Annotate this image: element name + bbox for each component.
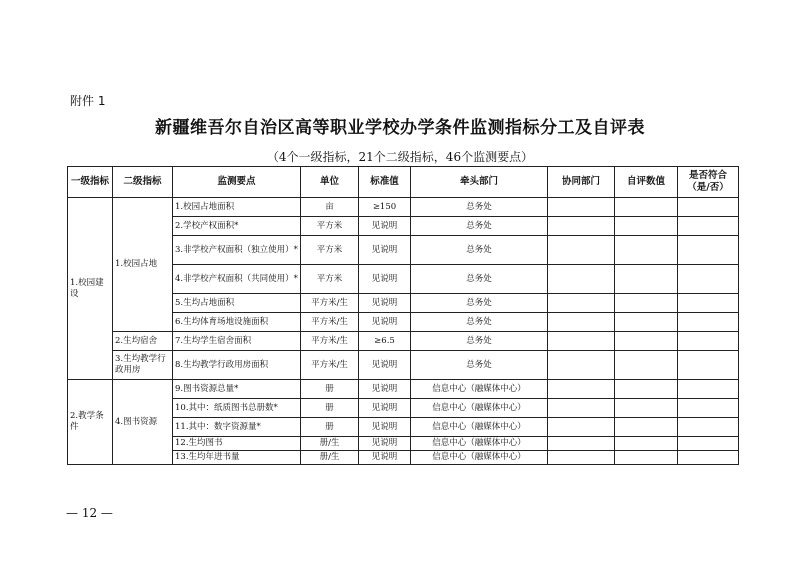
point-cell: 9.图书资源总量* xyxy=(173,380,301,399)
compliance-cell[interactable] xyxy=(678,437,739,451)
self-value-cell[interactable] xyxy=(615,236,678,265)
unit-cell: 册 xyxy=(301,418,359,437)
lead-dept-cell: 总务处 xyxy=(411,332,548,351)
compliance-cell[interactable] xyxy=(678,265,739,294)
point-cell: 12.生均图书 xyxy=(173,437,301,451)
unit-cell: 平方米/生 xyxy=(301,351,359,380)
unit-cell: 平方米/生 xyxy=(301,294,359,313)
self-value-cell[interactable] xyxy=(615,265,678,294)
point-cell: 3.非学校产权面积（独立使用）* xyxy=(173,236,301,265)
unit-cell: 平方米 xyxy=(301,265,359,294)
attachment-label: 附件 1 xyxy=(70,94,106,108)
standard-cell: 见说明 xyxy=(359,313,411,332)
point-cell: 10.其中：纸质图书总册数* xyxy=(173,399,301,418)
point-cell: 6.生均体育场地设施面积 xyxy=(173,313,301,332)
compliance-cell[interactable] xyxy=(678,451,739,465)
lead-dept-cell: 信息中心（融媒体中心） xyxy=(411,418,548,437)
coop-dept-cell[interactable] xyxy=(548,451,615,465)
coop-dept-cell[interactable] xyxy=(548,217,615,236)
level2-cell: 4.图书资源 xyxy=(113,380,173,465)
compliance-cell[interactable] xyxy=(678,236,739,265)
coop-dept-cell[interactable] xyxy=(548,198,615,217)
point-cell: 5.生均占地面积 xyxy=(173,294,301,313)
self-value-cell[interactable] xyxy=(615,399,678,418)
compliance-cell[interactable] xyxy=(678,380,739,399)
self-value-cell[interactable] xyxy=(615,351,678,380)
lead-dept-cell: 总务处 xyxy=(411,351,548,380)
self-value-cell[interactable] xyxy=(615,332,678,351)
point-cell: 11.其中：数字资源量* xyxy=(173,418,301,437)
self-value-cell[interactable] xyxy=(615,313,678,332)
point-cell: 7.生均学生宿舍面积 xyxy=(173,332,301,351)
lead-dept-cell: 总务处 xyxy=(411,236,548,265)
page-number: — 12 — xyxy=(66,506,113,520)
lead-dept-cell: 信息中心（融媒体中心） xyxy=(411,437,548,451)
standard-cell: 见说明 xyxy=(359,294,411,313)
document-subtitle: （4个一级指标，21个二级指标，46个监测要点） xyxy=(266,150,534,164)
coop-dept-cell[interactable] xyxy=(548,380,615,399)
self-value-cell[interactable] xyxy=(615,418,678,437)
lead-dept-cell: 信息中心（融媒体中心） xyxy=(411,451,548,465)
standard-cell: 见说明 xyxy=(359,351,411,380)
lead-dept-cell: 总务处 xyxy=(411,198,548,217)
unit-cell: 平方米/生 xyxy=(301,332,359,351)
column-header: 是否符合（是/否） xyxy=(678,167,739,198)
document-title: 新疆维吾尔自治区高等职业学校办学条件监测指标分工及自评表 xyxy=(155,118,645,138)
coop-dept-cell[interactable] xyxy=(548,236,615,265)
compliance-cell[interactable] xyxy=(678,351,739,380)
level2-cell: 1.校园占地 xyxy=(113,198,173,332)
coop-dept-cell[interactable] xyxy=(548,313,615,332)
coop-dept-cell[interactable] xyxy=(548,332,615,351)
self-value-cell[interactable] xyxy=(615,198,678,217)
self-value-cell[interactable] xyxy=(615,217,678,236)
point-cell: 1.校园占地面积 xyxy=(173,198,301,217)
point-cell: 4.非学校产权面积（共同使用）* xyxy=(173,265,301,294)
compliance-cell[interactable] xyxy=(678,332,739,351)
coop-dept-cell[interactable] xyxy=(548,265,615,294)
compliance-cell[interactable] xyxy=(678,198,739,217)
column-header: 协同部门 xyxy=(548,167,615,198)
self-value-cell[interactable] xyxy=(615,294,678,313)
coop-dept-cell[interactable] xyxy=(548,399,615,418)
unit-cell: 册/生 xyxy=(301,451,359,465)
compliance-cell[interactable] xyxy=(678,217,739,236)
lead-dept-cell: 总务处 xyxy=(411,265,548,294)
unit-cell: 平方米/生 xyxy=(301,313,359,332)
column-header: 自评数值 xyxy=(615,167,678,198)
standard-cell: 见说明 xyxy=(359,399,411,418)
coop-dept-cell[interactable] xyxy=(548,418,615,437)
unit-cell: 平方米 xyxy=(301,217,359,236)
column-header: 标准值 xyxy=(359,167,411,198)
table-row xyxy=(68,332,739,351)
point-cell: 13.生均年进书量 xyxy=(173,451,301,465)
compliance-cell[interactable] xyxy=(678,294,739,313)
level2-cell: 3.生均教学行政用房 xyxy=(113,351,173,380)
coop-dept-cell[interactable] xyxy=(548,351,615,380)
standard-cell: ≥6.5 xyxy=(359,332,411,351)
table-row xyxy=(68,351,739,380)
level2-cell: 2.生均宿舍 xyxy=(113,332,173,351)
column-header: 一级指标 xyxy=(68,167,113,198)
column-header: 单位 xyxy=(301,167,359,198)
point-cell: 2.学校产权面积* xyxy=(173,217,301,236)
unit-cell: 亩 xyxy=(301,198,359,217)
lead-dept-cell: 信息中心（融媒体中心） xyxy=(411,380,548,399)
standard-cell: 见说明 xyxy=(359,217,411,236)
unit-cell: 册/生 xyxy=(301,437,359,451)
indicator-table xyxy=(67,166,739,465)
coop-dept-cell[interactable] xyxy=(548,294,615,313)
unit-cell: 平方米 xyxy=(301,236,359,265)
level1-cell: 2.教学条件 xyxy=(68,380,113,465)
compliance-cell[interactable] xyxy=(678,313,739,332)
standard-cell: 见说明 xyxy=(359,451,411,465)
lead-dept-cell: 信息中心（融媒体中心） xyxy=(411,399,548,418)
lead-dept-cell: 总务处 xyxy=(411,313,548,332)
column-header: 牵头部门 xyxy=(411,167,548,198)
self-value-cell[interactable] xyxy=(615,451,678,465)
self-value-cell[interactable] xyxy=(615,437,678,451)
unit-cell: 册 xyxy=(301,399,359,418)
standard-cell: 见说明 xyxy=(359,380,411,399)
lead-dept-cell: 总务处 xyxy=(411,294,548,313)
lead-dept-cell: 总务处 xyxy=(411,217,548,236)
column-header: 监测要点 xyxy=(173,167,301,198)
compliance-cell[interactable] xyxy=(678,399,739,418)
standard-cell: 见说明 xyxy=(359,437,411,451)
table-header-row xyxy=(68,167,739,198)
compliance-cell[interactable] xyxy=(678,418,739,437)
column-header: 二级指标 xyxy=(113,167,173,198)
coop-dept-cell[interactable] xyxy=(548,437,615,451)
self-value-cell[interactable] xyxy=(615,380,678,399)
standard-cell: 见说明 xyxy=(359,236,411,265)
standard-cell: ≥150 xyxy=(359,198,411,217)
level1-cell: 1.校园建设 xyxy=(68,198,113,380)
unit-cell: 册 xyxy=(301,380,359,399)
standard-cell: 见说明 xyxy=(359,265,411,294)
table-row xyxy=(68,198,739,217)
standard-cell: 见说明 xyxy=(359,418,411,437)
point-cell: 8.生均教学行政用房面积 xyxy=(173,351,301,380)
table-row xyxy=(68,380,739,399)
